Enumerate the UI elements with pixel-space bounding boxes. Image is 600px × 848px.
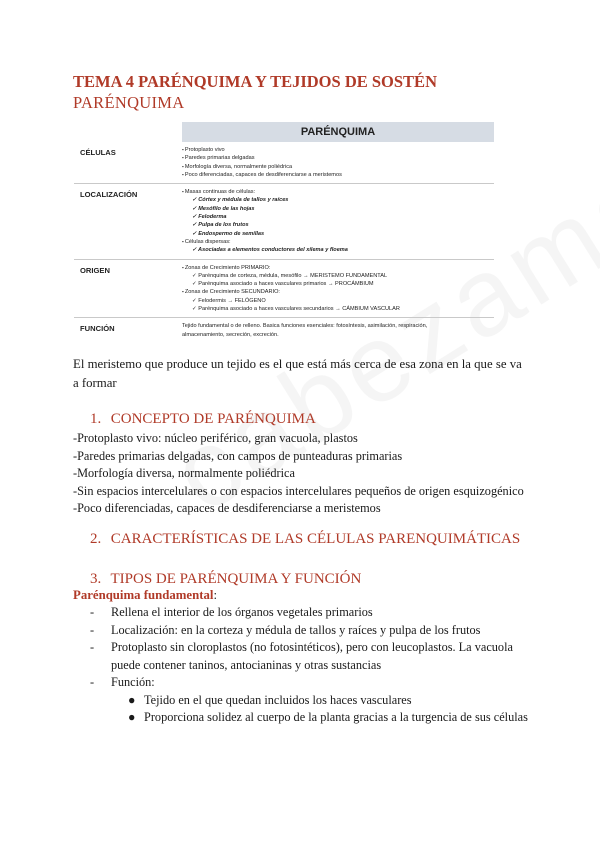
section-heading-tipos — [90, 571, 361, 588]
row-content-celulas — [182, 142, 494, 184]
list-item — [90, 604, 530, 622]
list-item: -Protoplasto vivo: núcleo periférico, gran vacuola, plastos — [73, 431, 358, 445]
page-title: TEMA 4 PARÉNQUIMA Y TEJIDOS DE SOSTÉN — [73, 72, 437, 91]
list-item: ▪ Paredes primarias delgadas — [182, 154, 494, 162]
sub-list-item — [90, 692, 530, 710]
list-item: Tejido fundamental o de relleno. Basica funciones esenciales: fotosíntesis, asimilación, respiración, — [182, 323, 428, 330]
page-subtitle: PARÉNQUIMA — [73, 93, 185, 112]
list-item-text: Proporciona solidez al cuerpo de la planta gracias a la turgencia de sus células — [144, 710, 528, 724]
list-item: ▪ Masas continuas de células: — [182, 188, 494, 196]
list-item: ✓ Córtex y médula de tallos y raíces — [182, 196, 494, 204]
dash-marker: - — [90, 605, 95, 619]
row-content-origen — [182, 259, 494, 318]
list-item: ▪ Morfología diversa, normalmente poliédrica — [182, 163, 494, 171]
list-item-text: Protoplasto sin cloroplastos (no fotosintéticos), pero con leucoplastos. La vacuola puede contener taninos, antocianinas y otras sustancias — [111, 640, 513, 672]
intro-paragraph: El meristemo que produce un tejido es el que está más cerca de esa zona en la que se va a formar — [73, 357, 522, 390]
list-item-text: Rellena el interior de los órganos vegetales primarios — [111, 605, 373, 619]
section-heading-concepto — [90, 411, 316, 428]
list-item — [90, 674, 530, 692]
subheading-text: Parénquima fundamental — [73, 588, 214, 602]
list-item: -Paredes primarias delgadas, con campos de punteaduras primarias — [73, 448, 403, 463]
dash-marker: - — [90, 640, 95, 654]
dash-marker: - — [90, 622, 95, 637]
section-number: 1. — [90, 411, 102, 427]
list-item: ▪ Protoplasto vivo — [182, 146, 494, 154]
row-label-origen: ORIGEN — [74, 259, 182, 318]
list-item: -Poco diferenciadas, capaces de desdiferenciarse a meristemos — [73, 501, 381, 515]
section-number: 2. — [90, 531, 102, 547]
tipos-list — [90, 604, 530, 727]
section-number: 3. — [90, 571, 102, 587]
table-header: PARÉNQUIMA — [182, 122, 494, 142]
list-item: ✓ Parénquima asociado a haces vasculares primarios → PROCÁMBIUM — [182, 280, 494, 288]
list-item-text: Función: — [111, 675, 155, 689]
section-title: TIPOS DE PARÉNQUIMA Y FUNCIÓN — [110, 571, 362, 587]
dash-marker: - — [90, 675, 95, 689]
list-item: ✓ Felodermis → FELÓGENO — [182, 297, 494, 305]
list-item: ▪ Zonas de Crecimiento SECUNDARIO: — [182, 288, 494, 296]
row-label-celulas: CÉLULAS — [80, 148, 116, 157]
list-item: -Morfología diversa, normalmente poliédrica — [73, 466, 295, 480]
section-title: CONCEPTO DE PARÉNQUIMA — [110, 411, 316, 427]
bullet-icon: ● — [128, 692, 136, 707]
list-item: ✓ Pulpa de los frutos — [182, 221, 494, 229]
list-item — [90, 639, 530, 674]
list-item: ▪ Zonas de Crecimiento PRIMARIO: — [182, 264, 494, 272]
row-content-localizacion — [182, 184, 494, 259]
list-item: ▪ Poco diferenciadas, capaces de desdiferenciarse a meristemos — [182, 171, 494, 179]
list-item: ✓ Parénquima de corteza, médula, mesófilo → MERISTEMO FUNDAMENTAL — [182, 272, 494, 280]
list-item — [90, 622, 530, 640]
list-item: ✓ Mesófilo de las hojas — [182, 205, 494, 213]
subheading-colon: : — [213, 588, 217, 602]
row-content-funcion — [182, 318, 494, 343]
section-heading-caracteristicas — [90, 531, 520, 548]
list-item: ▪ Células dispersas: — [182, 238, 494, 246]
sub-list-item — [90, 709, 530, 727]
list-item: -Sin espacios intercelulares o con espacios intercelulares pequeños de origen esquizogénico — [73, 483, 524, 498]
row-label-funcion: FUNCIÓN — [74, 318, 182, 343]
bullet-icon: ● — [128, 710, 136, 724]
parenquima-summary-table — [74, 122, 494, 343]
subheading-parenquima-fundamental — [73, 588, 217, 603]
list-item: ✓ Asociadas a elementos conductores del xilema y floema — [182, 246, 494, 254]
row-label-localizacion: LOCALIZACIÓN — [74, 184, 182, 259]
list-item: ✓ Feloderma — [182, 213, 494, 221]
section-title: CARACTERÍSTICAS DE LAS CÉLULAS PARENQUIMÁTICAS — [110, 531, 521, 547]
list-item-text: Tejido en el que quedan incluidos los haces vasculares — [144, 692, 412, 707]
list-item: ✓ Parénquima asociado a haces vasculares secundarios → CÁMBIUM VASCULAR — [182, 305, 494, 313]
list-item: ✓ Endospermo de semillas — [182, 230, 494, 238]
list-item: almacenamiento, secreción, excreción. — [182, 331, 279, 338]
concepto-list — [73, 430, 524, 518]
list-item-text: Localización: en la corteza y médula de tallos y raíces y pulpa de los frutos — [111, 622, 481, 637]
